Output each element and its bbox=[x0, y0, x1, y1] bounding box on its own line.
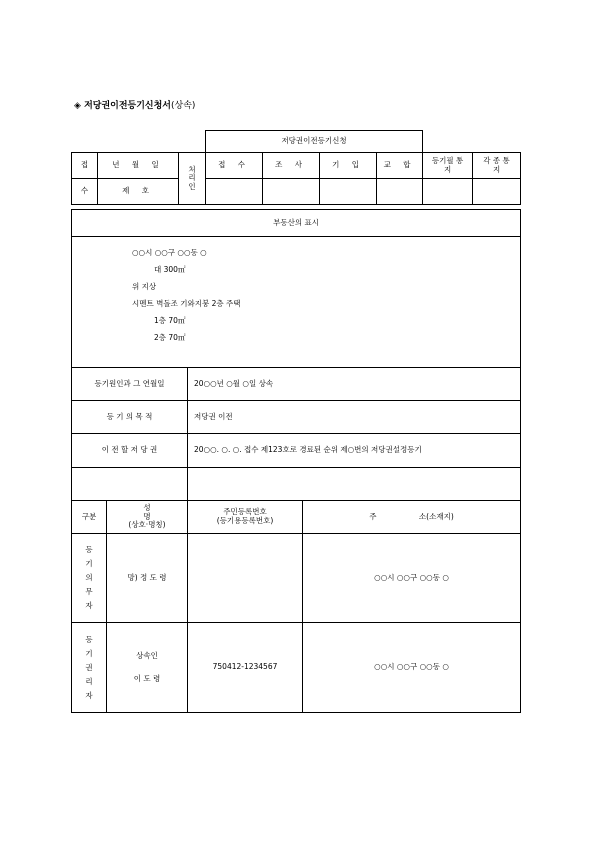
cell-receipt bbox=[206, 179, 263, 205]
holder-id: 750412-1234567 bbox=[188, 623, 303, 713]
col-check: 교 합 bbox=[377, 153, 423, 179]
field-value-purpose: 저당권 이전 bbox=[188, 401, 521, 434]
field-value-cause: 20○○년 ○월 ○일 상속 bbox=[188, 368, 521, 401]
receipt-label-2: 수 bbox=[72, 179, 98, 205]
col-type: 구분 bbox=[72, 501, 107, 534]
field-value-mortgage: 20○○. ○. ○. 접수 제123호로 경료된 순위 제○번의 저당권설정등기 bbox=[188, 434, 521, 468]
property-header: 부동산의 표시 bbox=[72, 210, 521, 237]
office-title: 저당권이전등기신청 bbox=[206, 131, 423, 153]
property-line-floor2: 2층 70㎡ bbox=[154, 333, 186, 342]
col-name: 성 명 (상호·명칭) bbox=[107, 501, 188, 534]
obligor-id bbox=[188, 534, 303, 623]
property-line-floor1: 1층 70㎡ bbox=[154, 316, 186, 325]
handler-label: 처 리 인 bbox=[179, 153, 206, 205]
title-suffix: (상속) bbox=[171, 101, 196, 111]
col-completion-notice: 등기필 통 지 bbox=[423, 153, 473, 179]
receipt-number-label: 제 호 bbox=[98, 179, 179, 205]
cell-other-notice bbox=[473, 179, 521, 205]
col-other-notice: 각 종 통 지 bbox=[473, 153, 521, 179]
diamond-bullet-icon: ◈ bbox=[74, 101, 81, 111]
property-line-address: ○○시 ○○구 ○○동 ○ bbox=[132, 248, 207, 257]
property-line-building: 시멘트 벽돌조 기와지붕 2층 주택 bbox=[132, 299, 241, 308]
field-label-cause: 등기원인과 그 연월일 bbox=[72, 368, 188, 401]
obligor-type: 등 기 의 무 자 bbox=[72, 534, 107, 623]
obligor-name: 망) 정 도 령 bbox=[107, 534, 188, 623]
obligor-address: ○○시 ○○구 ○○동 ○ bbox=[303, 534, 521, 623]
field-label-purpose: 등 기 의 목 적 bbox=[72, 401, 188, 434]
blank-cell-left bbox=[72, 468, 188, 501]
application-table bbox=[71, 209, 521, 713]
cell-entry bbox=[320, 179, 377, 205]
title-text: 저당권이전등기신청서 bbox=[84, 101, 172, 111]
holder-name: 상속인 이 도 령 bbox=[107, 623, 188, 713]
office-use-table bbox=[71, 130, 521, 205]
col-entry: 기 입 bbox=[320, 153, 377, 179]
holder-address: ○○시 ○○구 ○○동 ○ bbox=[303, 623, 521, 713]
col-review: 조 사 bbox=[263, 153, 320, 179]
col-address: 주 소(소재지) bbox=[303, 501, 521, 534]
receipt-date-label: 년 월 일 bbox=[98, 153, 179, 179]
cell-check bbox=[377, 179, 423, 205]
property-line-land: 대 300㎡ bbox=[154, 265, 186, 274]
col-receipt: 접 수 bbox=[206, 153, 263, 179]
field-label-mortgage: 이 전 할 저 당 권 bbox=[72, 434, 188, 468]
property-description bbox=[72, 237, 521, 368]
cell-completion-notice bbox=[423, 179, 473, 205]
receipt-label: 접 bbox=[72, 153, 98, 179]
document-title bbox=[74, 98, 195, 111]
property-line-above: 위 지상 bbox=[132, 282, 157, 291]
col-id: 주민등록번호 (등기용등록번호) bbox=[188, 501, 303, 534]
blank-cell-right bbox=[188, 468, 521, 501]
cell-review bbox=[263, 179, 320, 205]
holder-type: 등 기 권 리 자 bbox=[72, 623, 107, 713]
